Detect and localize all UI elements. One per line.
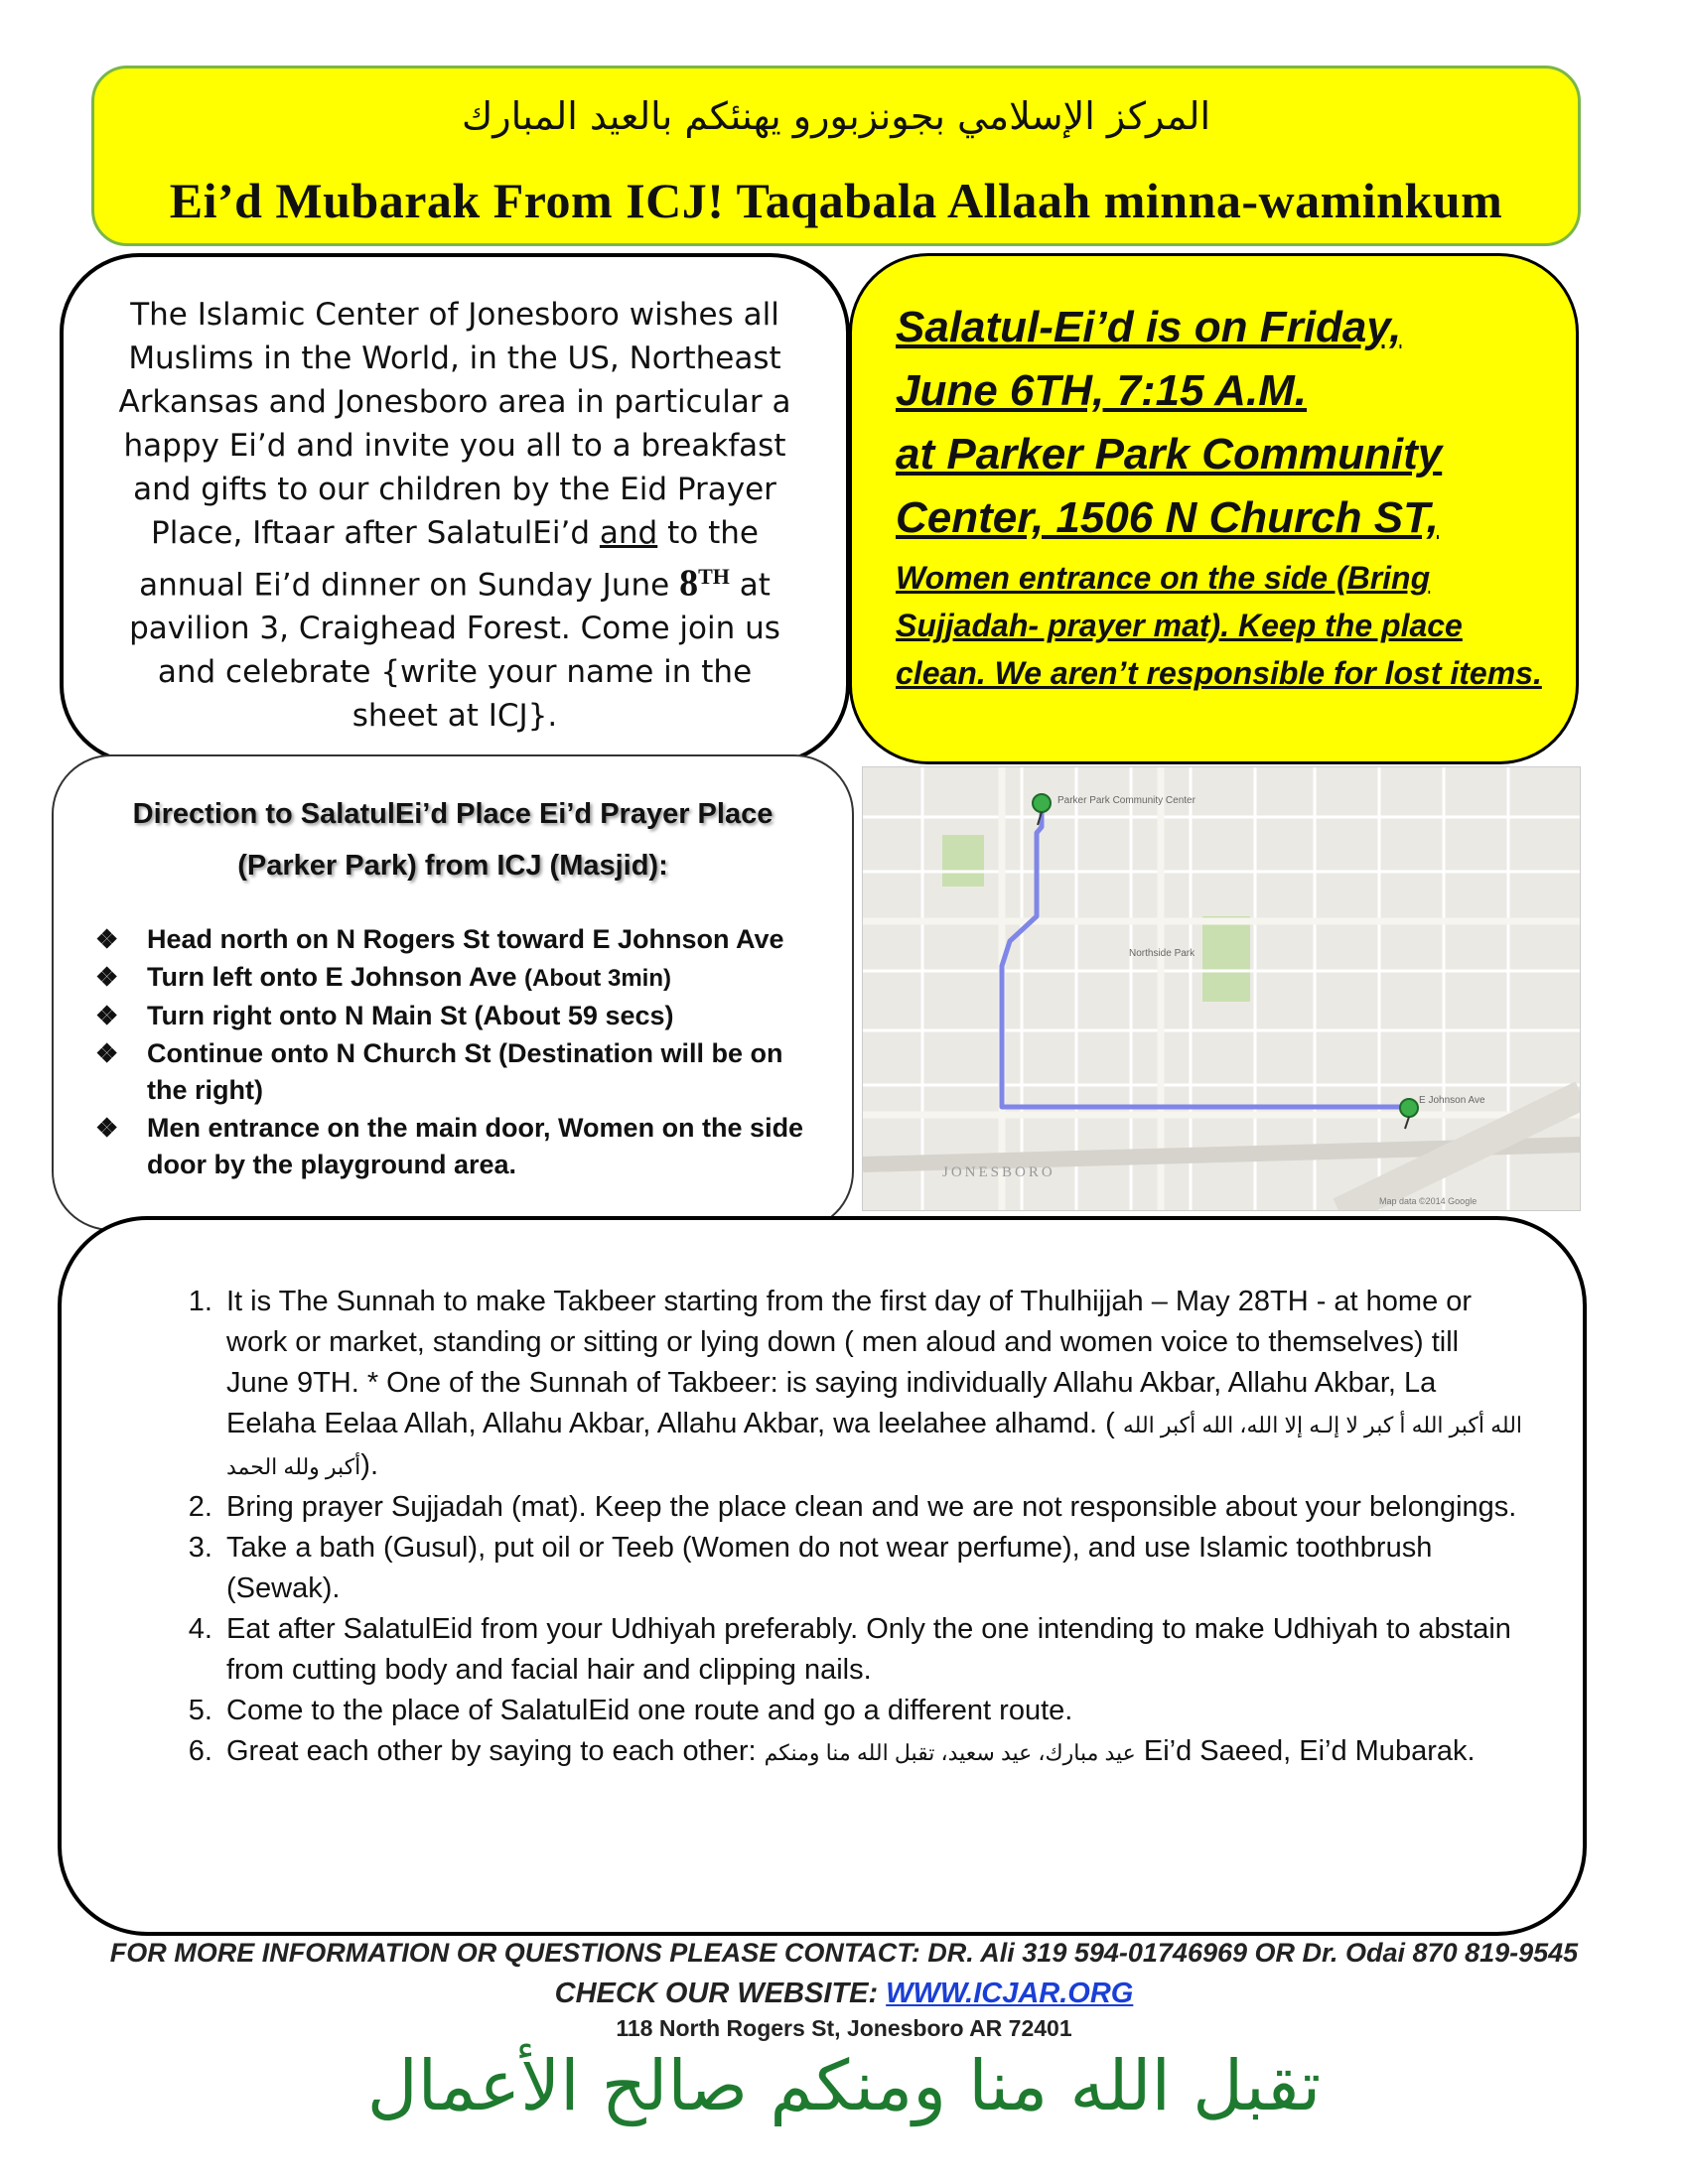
sunnah-tips-box	[58, 1216, 1587, 1936]
tip-text: Take a bath (Gusul), put oil or Teeb (Women do not wear perfume), and use Islamic toothbrush (Sewak).	[226, 1532, 1433, 1604]
tip-arabic: عيد مبارك، عيد سعيد، تقبل الله منا ومنكم	[764, 1740, 1136, 1765]
salat-line-2: June 6TH, 7:15 A.M.	[896, 366, 1308, 415]
map-credit: Map data ©2014 Google	[1379, 1196, 1477, 1206]
tip-tail: Ei’d Saeed, Ei’d Mubarak.	[1135, 1735, 1476, 1767]
sunnah-tips-list	[62, 1282, 1523, 1773]
direction-step-text: Head north on N Rogers St toward E Johnson Ave	[147, 924, 784, 954]
tip-text: Bring prayer Sujjadah (mat). Keep the place clean and we are not responsible about your belongings.	[226, 1491, 1517, 1523]
salat-line-3: at Parker Park Community	[896, 430, 1443, 478]
park-area	[942, 835, 984, 887]
direction-step	[95, 998, 822, 1034]
map-label-park-center: Parker Park Community Center	[1057, 795, 1196, 806]
direction-step-duration: (About 3min)	[524, 965, 671, 992]
website-label: CHECK OUR WEBSITE:	[554, 1978, 887, 2009]
intro-and: and	[599, 515, 658, 551]
intro-text-3: at pavilion 3, Craighead Forest. Come join us and celebrate {write your name in the sheet at ICJ}.	[129, 567, 780, 735]
intro-day-suffix: TH	[698, 564, 730, 589]
direction-step	[95, 1035, 822, 1109]
directions-title-line-2: (Parker Park) from ICJ (Masjid):	[237, 850, 668, 882]
banner-english-title: Ei’d Mubarak From ICJ! Taqabala Allaah minna-waminkum	[169, 173, 1503, 228]
map-label-northside-park: Northside Park	[1129, 948, 1196, 959]
intro-day: 8	[679, 562, 699, 605]
contact-info: FOR MORE INFORMATION OR QUESTIONS PLEASE CONTACT: DR. Ali 319 594-01746969 OR Dr. Odai 870 819-9545	[109, 1938, 1579, 1968]
route-map	[862, 766, 1581, 1211]
tip-item	[220, 1731, 1523, 1773]
directions-title-line-1: Direction to SalatulEi’d Place Ei’d Prayer Place	[132, 798, 774, 830]
direction-step	[95, 1110, 822, 1183]
intro-box	[60, 253, 850, 764]
tip-text: Great each other by saying to each other:	[226, 1735, 765, 1767]
northside-park-area	[1202, 916, 1250, 1002]
directions-list	[54, 921, 852, 1183]
salat-line-1: Salatul-Ei’d is on Friday,	[896, 303, 1402, 351]
tip-item	[220, 1282, 1523, 1487]
tip-item	[220, 1609, 1523, 1691]
direction-step-text: Turn left onto E Johnson Ave	[147, 962, 524, 992]
map-label-jonesboro: JONESBORO	[942, 1164, 1055, 1180]
salat-info-box	[849, 253, 1579, 764]
diamond-bullet-icon: ❖	[95, 962, 119, 992]
tip-item	[220, 1487, 1523, 1528]
directions-box	[52, 754, 854, 1231]
direction-step	[95, 959, 822, 997]
tip-item	[220, 1691, 1523, 1731]
banner-arabic-title: المركز الإسلامي بجونزبورو يهنئكم بالعيد المبارك	[461, 94, 1211, 138]
intro-text-2: to the annual Ei’d dinner on Sunday June	[139, 515, 759, 604]
direction-step-text: Turn right onto N Main St (About 59 secs)	[147, 1001, 674, 1030]
tip-tail: ).	[360, 1449, 378, 1481]
footer-arabic-blessing: تقبل الله منا ومنكم صالح الأعمال	[366, 2045, 1322, 2126]
diamond-bullet-icon: ❖	[95, 1038, 119, 1068]
direction-step	[95, 921, 822, 958]
diamond-bullet-icon: ❖	[95, 1001, 119, 1030]
intro-text-1: The Islamic Center of Jonesboro wishes all Muslims in the World, in the US, Northeast Arkansas and Jonesboro area in particular a happy Ei’d and invite you all to a breakfast and gifts to our children by the Eid Prayer Place, Iftaar after SalatulEi’d	[118, 297, 791, 551]
address: 118 North Rogers St, Jonesboro AR 72401	[616, 2015, 1072, 2041]
directions-title	[54, 788, 852, 891]
direction-step-text: Men entrance on the main door, Women on the side door by the playground area.	[147, 1113, 804, 1179]
diamond-bullet-icon: ❖	[95, 1113, 119, 1143]
route-map-graphic	[863, 767, 1581, 1211]
website-link[interactable]: WWW.ICJAR.ORG	[886, 1978, 1134, 2009]
tip-text: Come to the place of SalatulEid one route and go a different route.	[226, 1695, 1073, 1726]
tip-arabic: الله أكبر الله أ كبر لا إلـه إلا الله، الله أكبر الله أكبر ولله الحمد	[226, 1413, 1523, 1479]
tip-text: It is The Sunnah to make Takbeer starting from the first day of Thulhijjah – May 28TH - at home or work or market, standing or sitting or lying down ( men aloud and women voice to themselves) till June 9TH. * One of the Sunnah of Takbeer: is saying individually Allahu Akbar, Allahu Akbar, La Eelaha Eelaa Allah, Allahu Akbar, Allahu Akbar, wa leelahee alhamd. (	[226, 1286, 1473, 1439]
direction-step-text: Continue onto N Church St (Destination will be on the right)	[147, 1038, 783, 1105]
website-line	[0, 1978, 1688, 2010]
salat-note: Women entrance on the side (Bring Sujjadah- prayer mat). Keep the place clean. We aren’t responsible for lost items.	[896, 560, 1542, 691]
header-banner	[91, 66, 1581, 246]
tip-text: Eat after SalatulEid from your Udhiyah preferably. Only the one intending to make Udhiyah to abstain from cutting body and facial hair and clipping nails.	[226, 1613, 1511, 1686]
diamond-bullet-icon: ❖	[95, 924, 119, 954]
salat-line-4: Center, 1506 N Church ST,	[896, 493, 1439, 542]
map-label-johnson-ave: E Johnson Ave	[1419, 1095, 1485, 1106]
tip-item	[220, 1528, 1523, 1609]
